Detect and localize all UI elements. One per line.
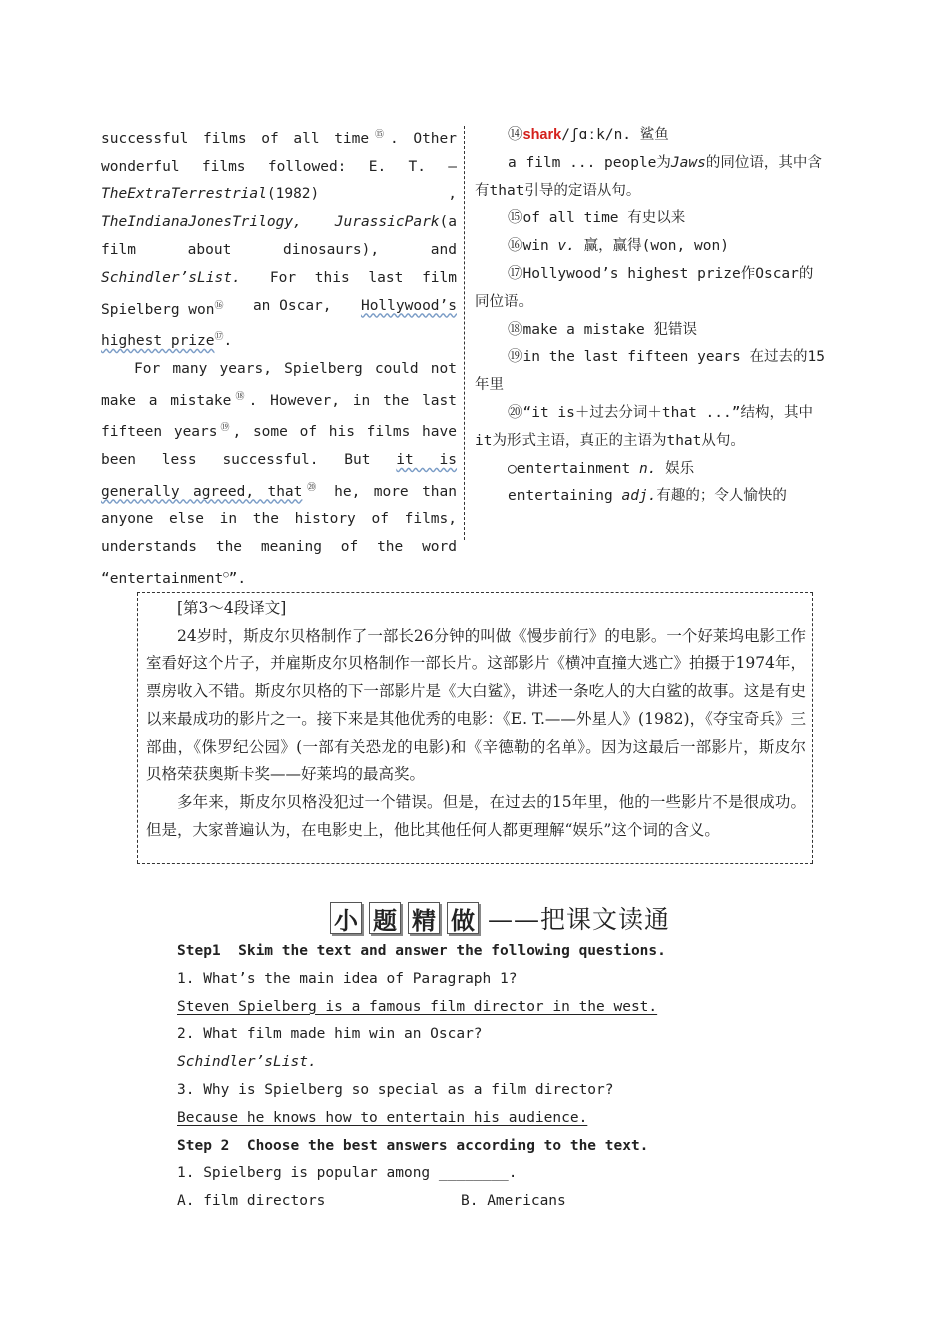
text-line: wonderful films followed: E. T. — (101, 158, 457, 175)
step-heading: Step1 Skim the text and answer the following questions. (177, 943, 666, 959)
text-line: , some of his films have been less successful. But (101, 424, 457, 468)
highlighted-phrase: Hollywood’s (360, 297, 457, 314)
footnote-marker: ⑲ (217, 423, 233, 434)
note-text: 的同位语，其中含有that引导的定语从句。 (475, 154, 822, 199)
note-text: 有趣的；令人愉快的 (656, 488, 787, 505)
text-line: . Other (389, 130, 457, 147)
note-text: ⑳“it is＋过去分词＋that ...”结构，其中it为形式主语，真正的主语为that从句。 (475, 404, 813, 449)
text-line: film about dinosaurs), and (101, 242, 457, 259)
note-text: n. (638, 460, 657, 477)
note-text: ⑰Hollywood’s highest prize作Oscar的同位语。 (475, 265, 814, 310)
section-heading (330, 898, 670, 938)
paragraph-4 (101, 356, 457, 594)
heading-char-box: 做 (447, 902, 479, 934)
note-text: 赢，赢得(won, won) (574, 238, 729, 255)
option-a: A. film directors (177, 1193, 326, 1210)
text-line: For many years, Spielberg could not make a mistake (101, 360, 457, 409)
highlighted-phrase: it is generally agreed, that (101, 451, 458, 500)
left-column-text (101, 122, 457, 594)
text-line: he, more than anyone else in the history of films, understands the meaning of the word “entertainment (101, 483, 457, 587)
text-line: (a (439, 214, 457, 231)
right-column-notes (475, 122, 827, 511)
highlighted-phrase: highest prize (101, 333, 215, 350)
note-text: ⑯win (508, 238, 558, 255)
step-heading: Step 2 Choose the best answers according to the text. (177, 1137, 649, 1154)
footnote-marker: ⑯ (214, 300, 224, 311)
note-text: a film ... people为 (508, 154, 671, 171)
note-text: ⑱make a mistake 犯错误 (508, 321, 697, 338)
question: 1. What’s the main idea of Paragraph 1? (177, 970, 518, 987)
text-line: For this last film (269, 269, 457, 286)
heading-char-box: 题 (369, 902, 401, 934)
translation-paragraph: 24岁时，斯皮尔贝格制作了一部长26分钟的叫做《慢步前行》的电影。一个好莱坞电影工作室看好这个片子，并雇斯皮尔贝格制作一部长片。这部影片《横冲直撞大逃亡》拍摄于1974年，票房收入不错。斯皮尔贝格的下一部影片是《大白鲨》，讲述一条吃人的大白鲨的故事。这是有史以来最成功的影片之一。接下来是其他优秀的电影：《E. T.——外星人》(1982)，《夺宝奇兵》三部曲，《侏罗纪公园》(一部有关恐龙的电影)和《辛德勒的名单》。因为这最后一部影片，斯皮尔贝格荣获奥斯卡奖——好莱坞的最高奖。 (146, 626, 806, 784)
film-title: TheExtraTerrestrial (101, 186, 267, 203)
film-title: Schindler’sList. (101, 269, 241, 286)
question: 2. What film made him win an Oscar? (177, 1026, 483, 1043)
translation-text (146, 595, 806, 844)
vocab-word: shark (522, 127, 562, 143)
footnote-marker: ⑰ (214, 332, 224, 343)
answer: Schindler’sList. (177, 1054, 317, 1071)
note-text: ⑲in the last fifteen years 在过去的15年里 (475, 349, 825, 394)
film-title: JurassicPark (334, 214, 440, 231)
film-title: TheIndianaJonesTrilogy, (101, 214, 302, 231)
note-text: ⑮of all time 有史以来 (508, 210, 686, 227)
note-text: v. (557, 238, 575, 255)
heading-char-box: 精 (408, 902, 440, 934)
footnote-marker: ⑳ (302, 482, 321, 493)
text-line: successful films of all time (101, 130, 370, 147)
translation-title: [第3～4段译文] (177, 599, 287, 617)
note-text: ○entertainment (508, 460, 639, 477)
text-line: , (448, 186, 457, 203)
text-line: ”. (228, 570, 247, 587)
text-line: (1982) (266, 186, 320, 203)
note-number: ⑭ (508, 127, 523, 143)
note-text: Jaws (670, 154, 706, 171)
option-b: B. Americans (461, 1193, 566, 1210)
question: 3. Why is Spielberg so special as a film director? (177, 1081, 614, 1098)
note-text: /ʃɑːk/n. 鲨鱼 (561, 127, 669, 143)
text-line: . (223, 333, 233, 350)
heading-tail: ——把课文读通 (488, 905, 671, 934)
footnote-marker: ○ (223, 569, 229, 580)
exercises (177, 938, 837, 1216)
note-text: entertaining (508, 488, 622, 505)
footnote-marker: ⑱ (231, 391, 249, 402)
heading-char-box: 小 (330, 902, 362, 934)
note-text: 娱乐 (656, 460, 695, 477)
text-line: an Oscar, (252, 297, 332, 314)
text-line: Spielberg won (101, 301, 215, 318)
question: 1. Spielberg is popular among ________. (177, 1165, 518, 1182)
footnote-marker: ⑮ (369, 130, 390, 140)
answer: Steven Spielberg is a famous film director in the west. (177, 998, 658, 1015)
translation-paragraph: 多年来，斯皮尔贝格没犯过一个错误。但是，在过去的15年里，他的一些影片不是很成功。但是，大家普遍认为，在电影史上，他比其他任何人都更理解“娱乐”这个词的含义。 (146, 792, 806, 839)
text-line: . However, in the last fifteen years (101, 392, 457, 441)
answer: Because he knows how to entertain his audience. (177, 1109, 588, 1126)
note-text: adj. (621, 488, 657, 505)
column-divider (464, 126, 465, 540)
